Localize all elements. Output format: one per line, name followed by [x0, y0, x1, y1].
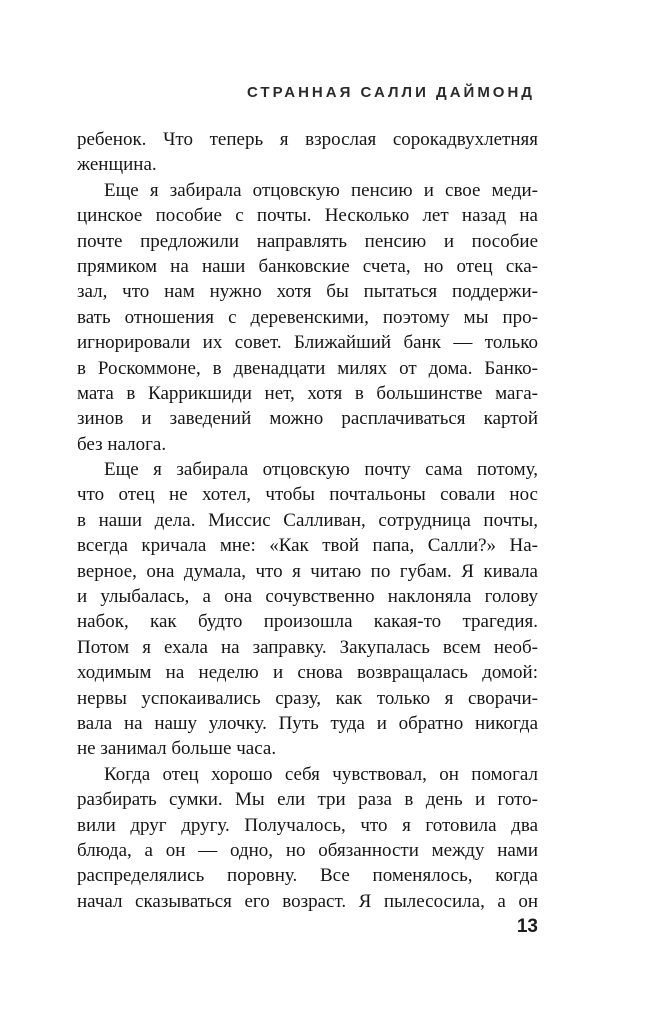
text-line: мата в Каррикшиди нет, хотя в большинстве мага- [77, 382, 538, 404]
text-line: разбирать сумки. Мы ели три раза в день и гото- [77, 789, 538, 811]
paragraph [77, 762, 538, 914]
body-text [77, 127, 538, 914]
paragraph [77, 178, 538, 457]
text-line: в наши дела. Миссис Салливан, сотрудница почты, [77, 509, 538, 531]
text-line: ходимым на неделю и снова возвращалась домой: [77, 662, 538, 684]
text-line: Потом я ехала на заправку. Закупалась всем необ- [77, 636, 538, 658]
text-line: Когда отец хорошо себя чувствовал, он помогал [104, 763, 538, 785]
text-line: ребенок. Что теперь я взрослая сорокадвухлетняя [77, 129, 538, 150]
text-line: вать отношения с деревенскими, поэтому мы про- [77, 306, 538, 328]
text-line: игнорировали их совет. Ближайший банк — только [77, 332, 538, 354]
text-line: и улыбалась, а она сочувственно наклоняла голову [77, 586, 538, 608]
text-line: Еще я забирала отцовскую пенсию и свое меди- [104, 179, 538, 201]
text-line: верное, она думала, что я читаю по губам. Я кивала [77, 560, 538, 582]
text-line: вили друг другу. Получалось, что я готовила два [77, 814, 538, 836]
text-line: вала на нашу улочку. Путь туда и обратно никогда [77, 712, 538, 734]
text-line: Еще я забирала отцовскую почту сама потому, [104, 459, 538, 481]
text-line: цинское пособие с почты. Несколько лет назад на [77, 205, 538, 227]
text-line: распределялись поровну. Все поменялось, когда [77, 865, 538, 887]
text-line: набок, как будто произошла какая-то трагедия. [77, 611, 538, 633]
text-line: без налога. [77, 433, 167, 455]
running-header: СТРАННАЯ САЛЛИ ДАЙМОНД [246, 84, 535, 101]
text-line: в Роскоммоне, в двенадцати милях от дома. Банко- [77, 357, 538, 379]
text-line: прямиком на наши банковские счета, но отец ска- [77, 255, 538, 277]
text-line: зал, что нам нужно хотя бы пытаться поддержи- [77, 281, 538, 303]
text-line: всегда кричала мне: «Как твой папа, Салли?» На- [77, 535, 538, 557]
text-line: не занимал больше часа. [77, 738, 277, 760]
page-number: 13 [516, 916, 538, 937]
text-line: нервы успокаивались сразу, как только я сворачи- [77, 687, 538, 709]
text-line: что отец не хотел, чтобы почтальоны совали нос [77, 484, 538, 506]
text-line: начал сказываться его возраст. Я пылесосила, а он [77, 890, 538, 912]
text-line: зинов и заведений можно расплачиваться картой [77, 408, 538, 430]
paragraph [77, 457, 538, 762]
text-line: женщина. [77, 154, 157, 176]
paragraph [77, 127, 538, 178]
text-line: блюда, а он — одно, но обязанности между нами [77, 839, 538, 861]
text-line: почте предложили направлять пенсию и пособие [77, 230, 538, 252]
